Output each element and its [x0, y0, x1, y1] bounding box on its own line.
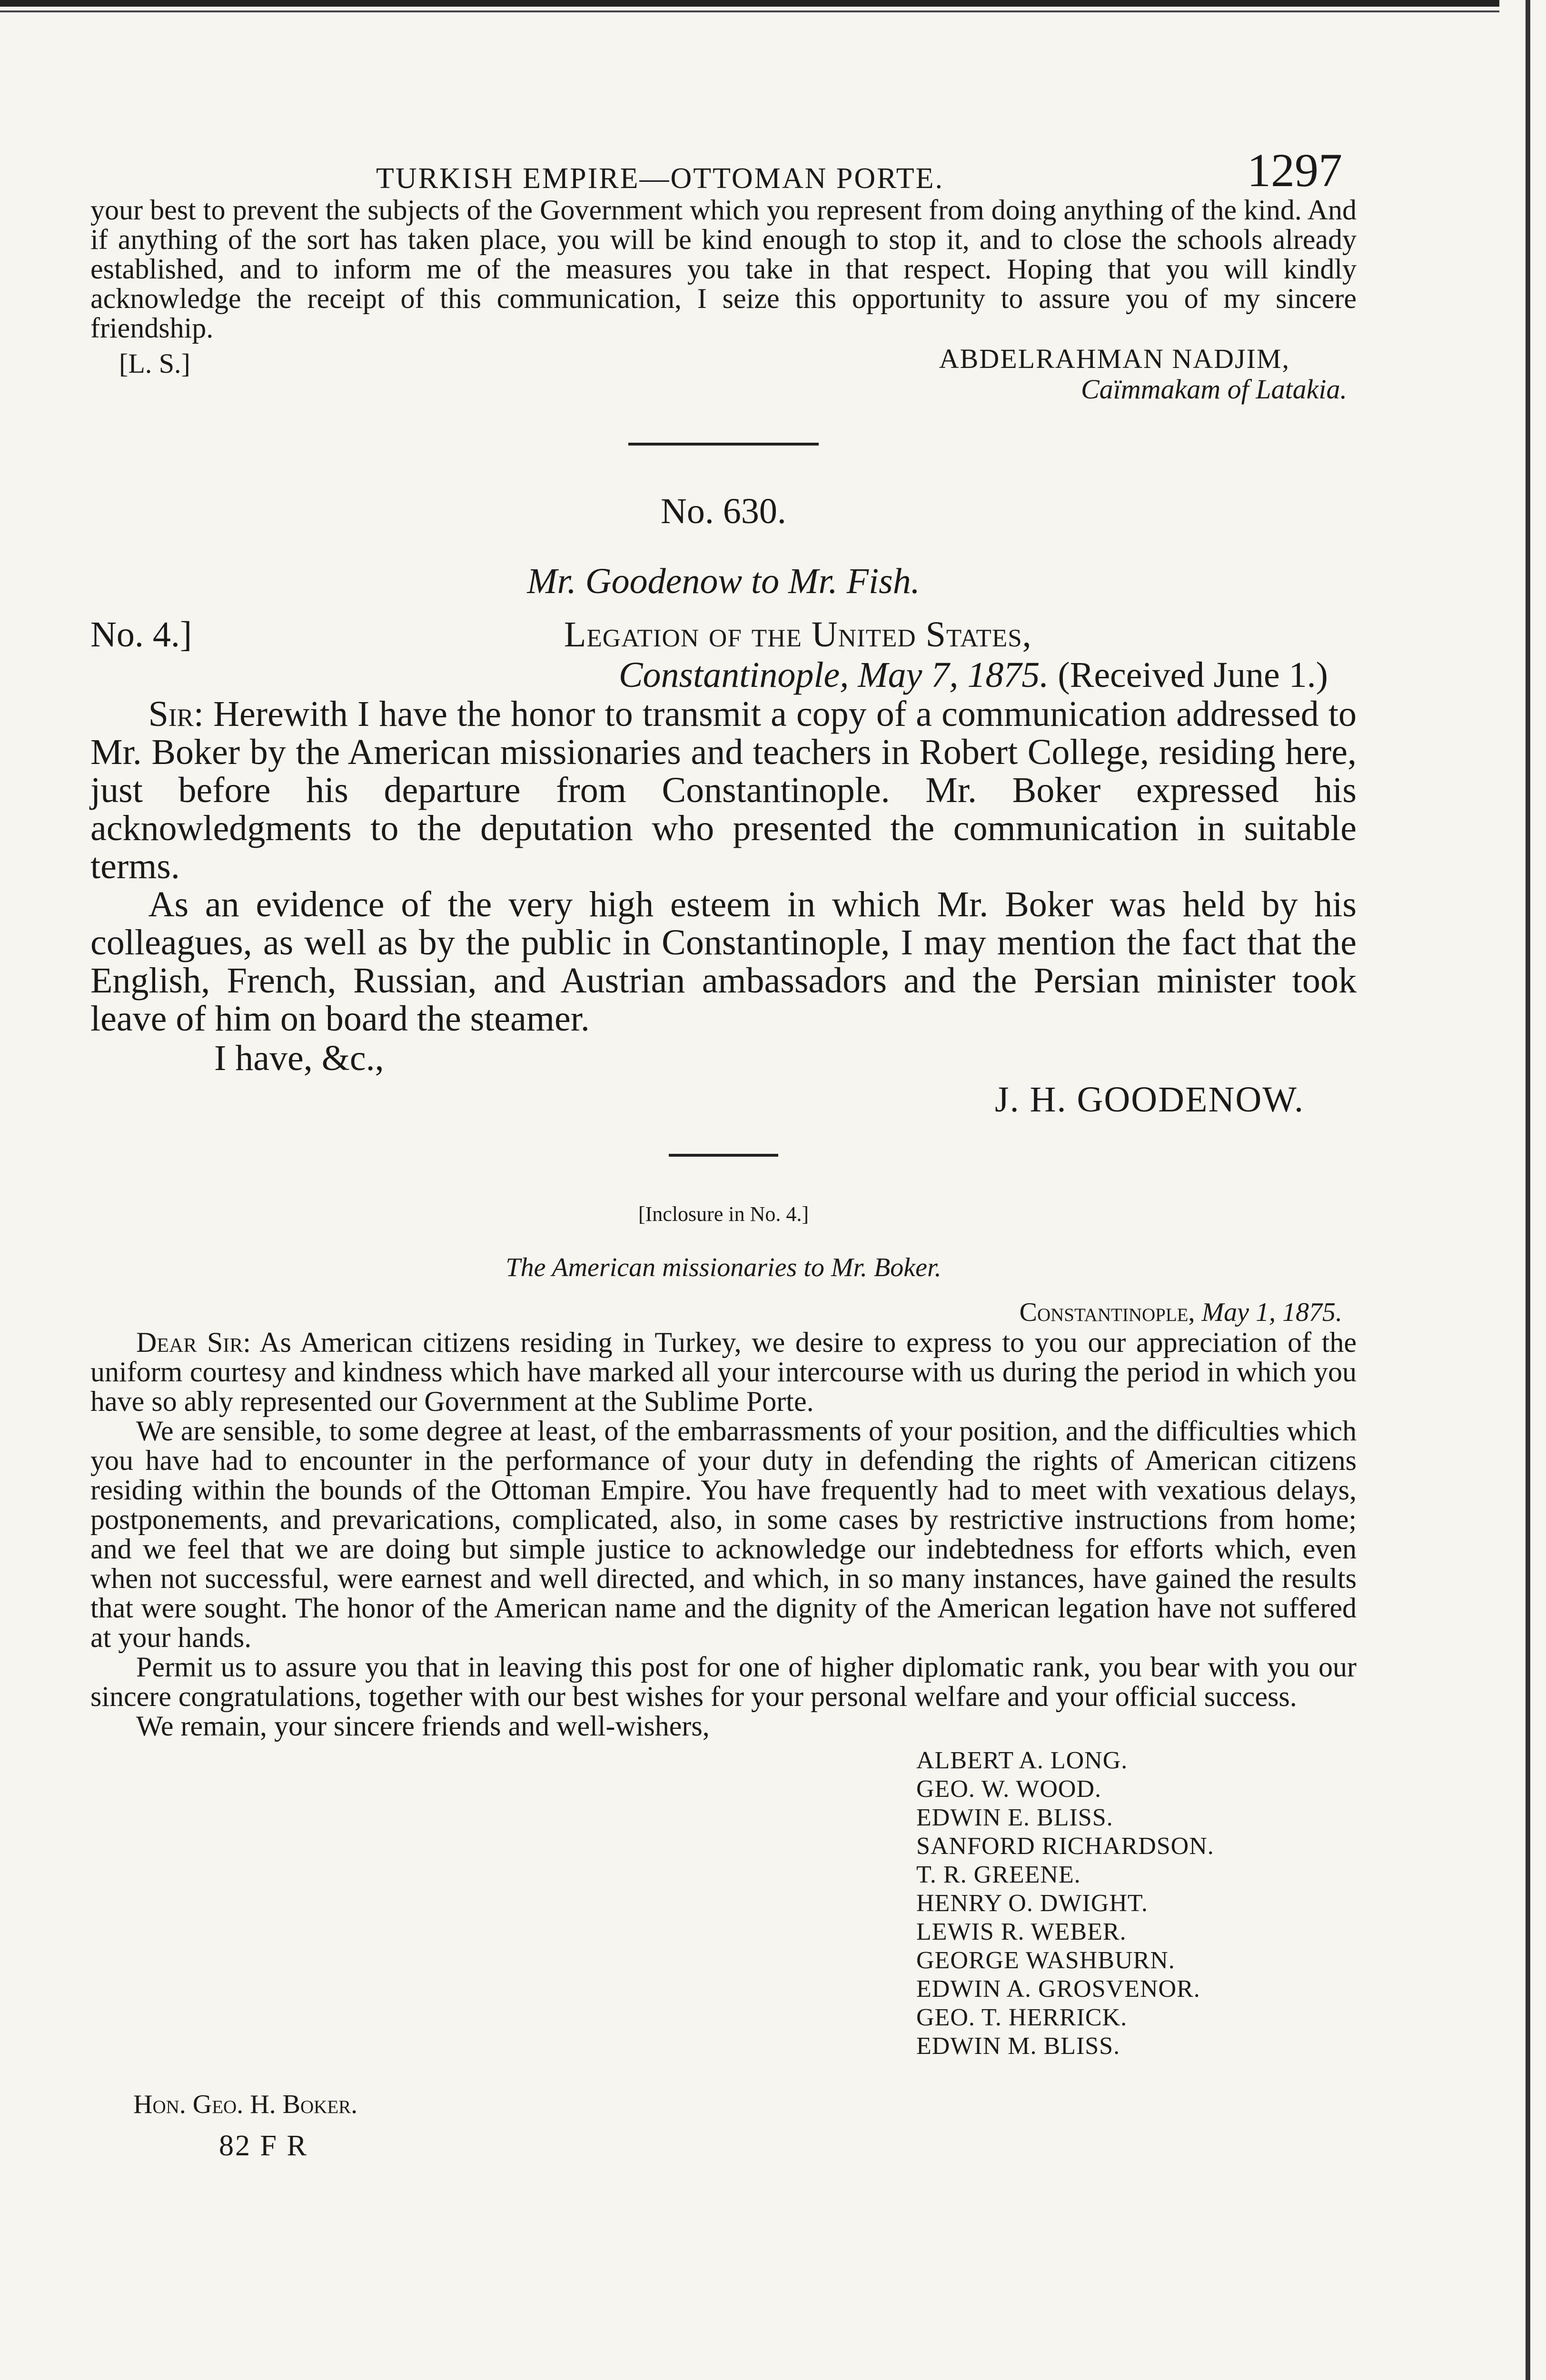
dispatch-number: No. 4.]: [90, 615, 192, 654]
document-title: Mr. Goodenow to Mr. Fish.: [527, 561, 920, 601]
dispatch-origin: Legation of the United States,: [564, 615, 1032, 654]
signatory: GEORGE WASHBURN.: [916, 1947, 1175, 1974]
inclosure-title: The American missionaries to Mr. Boker.: [505, 1253, 941, 1282]
inclosure-closing: We remain, your sincere friends and well-wishers,: [136, 1710, 710, 1742]
dispatch-date: May 7, 1875.: [858, 655, 1049, 695]
binding-edge-rule: [1526, 0, 1530, 2380]
signatory: T. R. GREENE.: [916, 1861, 1081, 1888]
previous-letter-text: your best to prevent the subjects of the Government which you represent from doing anything of the kind. And if anything of the sort has taken place, you will be kind enough to stop it, and to close the schools already established, and to inform me of the measures you take in that respect. Hoping that you will kindly acknowledge the receipt of this communication, I seize this opportunity to assure you of my sincere friendship.: [90, 194, 1357, 344]
dispatch-heading: [90, 614, 1357, 695]
dispatch-paragraph: As an evidence of the very high esteem in which Mr. Boker was held by his colleagues, as well as by the public in Constantinople, I may mention the fact that the English, French, Russian, and Austrian ambassadors and the Persian minister took leave of him on board the steamer.: [90, 884, 1357, 1039]
page: [90, 133, 1357, 2163]
previous-letter-signer-title: Caïmmakam of Latakia.: [1080, 374, 1347, 405]
inclosure-label: [Inclosure in No. 4.]: [638, 1202, 809, 1226]
signatory: SANFORD RICHARDSON.: [916, 1833, 1214, 1860]
addressee: Hon. Geo. H. Boker.: [133, 2090, 358, 2119]
inclosure-paragraph: Permit us to assure you that in leaving this post for one of higher diplomatic rank, you bear with you our sincere congratulations, together with our best wishes for your personal welfare and your official success.: [90, 1651, 1357, 1712]
inclosure-paragraph-text: As American citizens residing in Turkey, we desire to express to you our appreciation of the uniform courtesy and kindness which have marked all your intercourse with us during the period in which you have so ably represented our Government at the Sublime Porte.: [90, 1327, 1357, 1417]
inclosure-body: [90, 1328, 1357, 1741]
inclosure-place: Constantinople,: [1019, 1298, 1195, 1327]
inclosure-paragraph: We are sensible, to some degree at least, of the embarrassments of your position, and the difficulties which you have had to encounter in the performance of your duty in defending the rights of American citizens residing within the bounds of the Ottoman Empire. You have frequently had to meet with vexatious delays, postponements, and prevarications, complicated, also, in some cases by restrictive instructions from home; and we feel that we are doing but simple justice to acknowledge our indebtedness for efforts which, even when not successful, were earnest and well directed, and which, in so many instances, have gained the results that were sought. The honor of the American name and the dignity of the American legation have not suffered at your hands.: [90, 1415, 1357, 1653]
signatory: GEO. T. HERRICK.: [916, 2004, 1128, 2031]
printer-signature-mark: 82 F R: [219, 2130, 308, 2162]
page-number: 1297: [1247, 144, 1342, 197]
section-divider: [669, 1154, 778, 1157]
signatory: GEO. W. WOOD.: [916, 1775, 1102, 1803]
inclosure-salutation: Dear Sir:: [136, 1327, 251, 1358]
dispatch-place: Constantinople,: [618, 655, 849, 695]
dispatch-dateline: [619, 654, 1328, 696]
document-number: No. 630.: [661, 491, 786, 531]
page-header: [90, 133, 1357, 195]
dispatch-signer: J. H. GOODENOW.: [995, 1080, 1304, 1120]
top-border-rule-thin: [0, 10, 1499, 12]
signatory: LEWIS R. WEBER.: [916, 1918, 1127, 1945]
dispatch-paragraph-text: Herewith I have the honor to transmit a copy of a communication addressed to Mr. Boker by the American missionaries and teachers in Robert College, residing here, just before his departure from Constantinople. Mr. Boker expressed his acknowledgments to the deputation who presented the communication in suitable terms.: [90, 694, 1357, 886]
signatory: ALBERT A. LONG.: [916, 1747, 1128, 1774]
previous-letter-signer: ABDELRAHMAN NADJIM,: [939, 343, 1290, 374]
signatory: HENRY O. DWIGHT.: [916, 1890, 1148, 1917]
salutation: Sir:: [148, 694, 204, 734]
signatory: EDWIN E. BLISS.: [916, 1804, 1113, 1831]
previous-letter-continuation: [90, 195, 1357, 343]
signatory: EDWIN M. BLISS.: [916, 2033, 1120, 2060]
section-divider: [628, 443, 819, 446]
dispatch-closing: I have, &c.,: [214, 1038, 384, 1078]
previous-letter-signature: [90, 343, 1357, 405]
dispatch-body: [90, 695, 1357, 1038]
inclosure-dateline: [90, 1297, 1342, 1328]
running-title: TURKISH EMPIRE—OTTOMAN PORTE.: [376, 162, 944, 195]
top-border-rule: [0, 0, 1499, 7]
signatory: EDWIN A. GROSVENOR.: [916, 1975, 1200, 2003]
signatory-list: [916, 1746, 1357, 2061]
dispatch-received: (Received June 1.): [1058, 655, 1328, 695]
inclosure-paragraph: [90, 1328, 1357, 1416]
seal-mark: [L. S.]: [119, 348, 190, 379]
dispatch-paragraph: [90, 695, 1357, 885]
inclosure-date: May 1, 1875.: [1201, 1298, 1342, 1327]
